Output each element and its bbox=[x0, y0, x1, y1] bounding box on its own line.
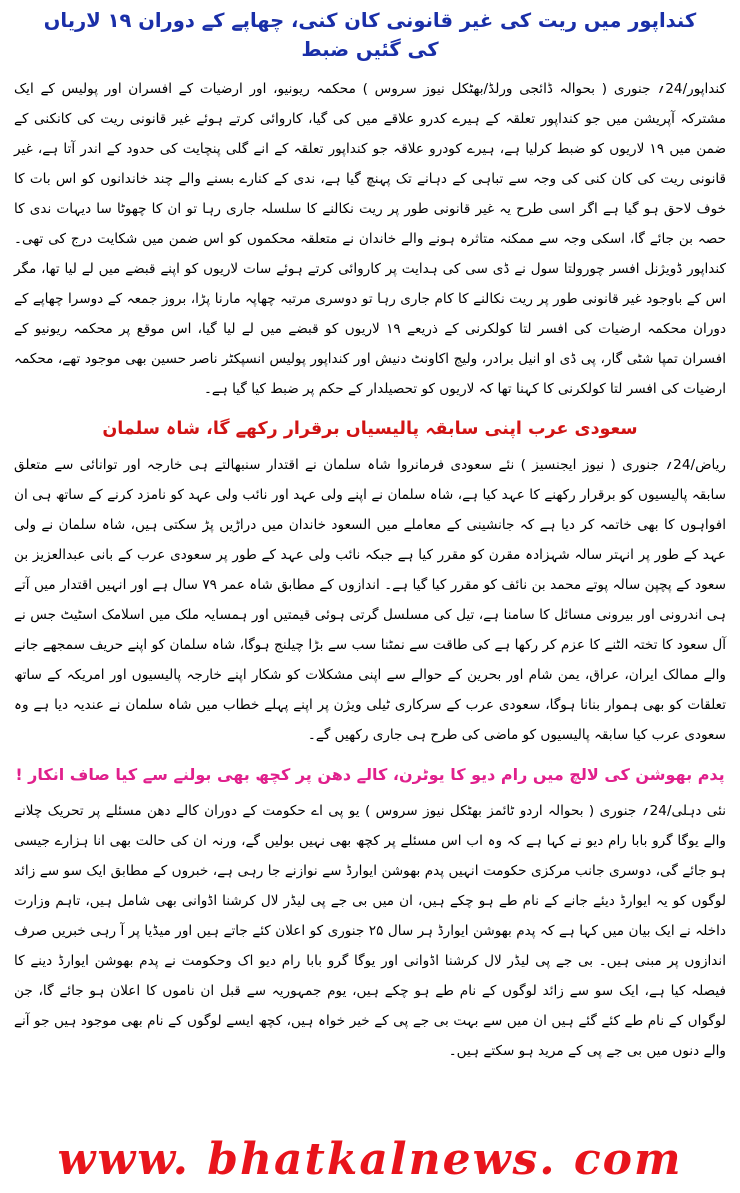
article-kundapur-sand-mining bbox=[10, 6, 730, 404]
article-ramdev-padma-bhushan bbox=[10, 760, 730, 1066]
article2-body: ریاض/24؍ جنوری ( نیوز ایجنسیز ) نئے سعودی فرمانروا شاہ سلمان نے اقتدار سنبھالتے ہی خارجہ اور توانائی سے متعلق سابقہ پالیسیوں کو برقرار رکھنے کا عہد کیا ہے، شاہ سلمان نے اپنے ولی عہد اور نائب ولی عہد کو نامزد کرنے کے ساتھ ہی ان افواہوں کا بھی خاتمہ کر دیا ہے کہ جانشینی کے معاملے میں السعود خاندان میں دراڑیں پڑ سکتی ہیں، شاہ سلمان نے ولی عہد کے طور پر انہتر سالہ شہزادہ مقرن کو مقرر کیا ہے جبکہ نائب ولی عہد کے طور پر سعودی عرب کے بانی عبدالعزیز بن سعود کے پچپن سالہ پوتے محمد بن نائف کو مقرر کیا گیا ہے۔ اندازوں کے مطابق شاہ عمر ۷۹ سال ہے اور انہیں اقتدار میں آتے ہی اندرونی اور بیرونی مسائل کا سامنا ہے، تیل کی مسلسل گرتی ہوئی قیمتیں اور ہمسایہ ملک میں اسلامک اسٹیٹ جس نے آل سعود کا تختہ الٹنے کا عزم کر رکھا ہے کی طاقت سے نمٹنا سب سے بڑا چیلنج ہوگا، شاہ سلمان کو اپنے حریف سمجھے جانے والے ممالک ایران، عراق، یمن شام اور بحرین کے حوالے سے اپنی مشکلات کو شکار اپنے خارجہ پالیسیوں اور امریکہ کے ساتھ تعلقات کو بھی ہموار بنانا ہوگا، سعودی عرب کے سرکاری ٹیلی ویژن پر اپنے پہلے خطاب میں شاہ سلمان نے عندیہ دیا ہے وہ سعودی عرب کیا سابقہ پالیسیوں کو ماضی کی طرح ہی جاری رکھیں گے۔ bbox=[14, 457, 726, 743]
article1-body: کنداپور/24؍ جنوری ( بحوالہ ڈائجی ورلڈ/بھٹکل نیوز سروس ) محکمہ ریونیو، اور ارضیات کے افسران اور پولیس کے ایک مشترکہ آپریشن میں جو کنداپور تعلقہ کے ہیرے کدرو علاقے میں کی گیا، کاروائی کرتے ہوئے غیر قانونی ریت کی کانکنی کے ضمن میں ۱۹ لاریوں کو ضبط کرلیا ہے، ہیرے کودرو علاقہ جو کنداپور تعلقہ کے انے گلی پنچایت کی حدود کے اندر آتا ہے، غیر قانونی ریت کی کان کنی کی وجہ سے تباہی کے دہانے تک پہنچ گیا ہے، ندی کے کنارے بسنے والے چند خاندانوں کو اس بات کا خوف لاحق ہو گیا ہے اگر اسی طرح یہ غیر قانونی طور پر ریت نکالنے کا سلسلہ جاری رہا تو ان کا چھوٹا سا دیہات ندی کا حصہ بن جائے گا، اسکی وجہ سے ممکنہ متاثرہ ہونے والے خاندان نے متعلقہ محکموں کو اس ضمن میں شکایت درج کی تھی۔ کنداپور ڈویژنل افسر چورولتا سول نے ڈی سی کی ہدایت پر کاروائی کرتے ہوئے سات لاریوں کو اپنے قبضے میں لے لیا تھا، مگر اس کے باوجود غیر قانونی طور پر ریت نکالنے کا کام جاری رہا تو دوسری مرتبہ چھاپہ مارنا پڑا، بروز جمعہ کے دوسرا چھاپے کے دوران محکمہ ارضیات کی افسر لتا کولکرنی کے ذریعے ۱۹ لاریوں کو قبضے میں لے لیا گیا، اس موقع پر محکمہ ریونیو کے افسران تمپا شٹی گار، پی ڈی او انیل برادر، ولیج اکاونٹ دنیش اور کنداپور پولیس انسپکٹر ناصر حسین بھی موجود تھے، محکمہ ارضیات کی افسر لتا کولکرنی کا کہنا تھا کہ لاریوں کو تحصیلدار کے حکم پر ضبط کیا گیا ہے۔ bbox=[14, 81, 726, 397]
article2-headline: سعودی عرب اپنی سابقہ پالیسیاں برقرار رکھے گا، شاہ سلمان bbox=[102, 419, 638, 439]
article-saudi-policies bbox=[10, 414, 730, 750]
website-watermark: www. bhatkalnews. com bbox=[57, 1134, 683, 1185]
news-page bbox=[0, 6, 740, 1193]
article3-headline: پدم بھوشن کی لالچ میں رام دیو کا یوٹرن، کالے دھن پر کچھ بھی بولنے سے کیا صاف انکار ! bbox=[15, 765, 725, 784]
article1-headline: کنداپور میں ریت کی غیر قانونی کان کنی، چھاپے کے دوران ۱۹ لاریاں کی گئیں ضبط bbox=[43, 9, 697, 61]
article3-body: نئی دہلی/24؍ جنوری ( بحوالہ اردو ٹائمز بھٹکل نیوز سروس ) یو پی اے حکومت کے دوران کالے دھن مسئلے پر تحریک چلانے والے یوگا گرو بابا رام دیو نے کہا ہے کہ وہ اب اس مسئلے پر کچھ بھی نہیں بولیں گے، ورنہ ان کی حالت بھی انا ہزارے جیسی ہو جائے گی، دوسری جانب مرکزی حکومت انہیں پدم بھوشن ایوارڈ سے نوازنے جا رہی ہے، خبروں کے مطابق ایک سو سے زائد لوگوں کو یہ ایوارڈ دیئے جانے کے نام طے ہو چکے ہیں، ان میں بی جے پی لیڈر لال کرشنا اڈوانی بھی شامل ہیں، تاہم وزارت داخلہ نے ایک بیان میں کہا ہے کہ پدم بھوشن ایوارڈ ہر سال ۲۵ جنوری کو اعلان کئے جاتے ہیں اور میڈیا پر آ رہی خبریں صرف اندازوں پر مبنی ہیں۔ بی جے پی لیڈر لال کرشنا اڈوانی اور یوگا گرو بابا رام دیو اک وحکومت نے پدم بھوشن ایوارڈ دینے کا فیصلہ کیا ہے، ایک سو سے زائد لوگوں کے نام طے ہو چکے ہیں، یوم جمہوریہ سے قبل ان ناموں کا اعلان ہو جائے گا، جن لوگواں کے نام طے کئے گئے ہیں ان میں سے بہت بی جے پی کے خیر خواہ ہیں، کچھ ایسے لوگوں کے نام بھی موجود ہیں جو آنے والے دنوں میں بی جے پی کے مرید ہو سکتے ہیں۔ bbox=[14, 803, 726, 1059]
